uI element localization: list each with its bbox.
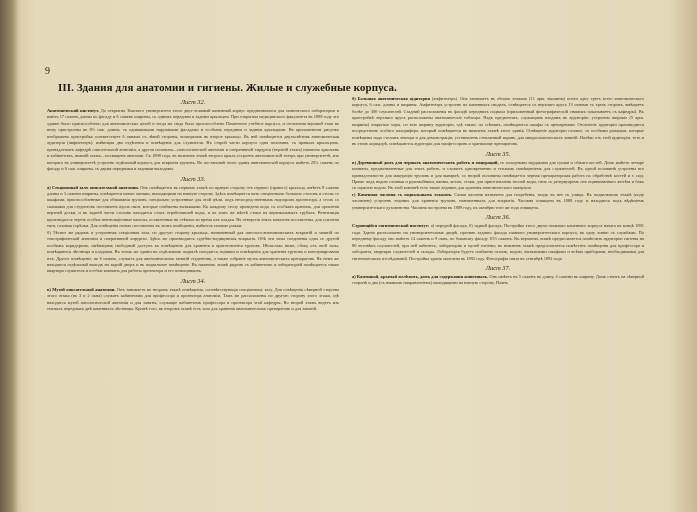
sheet-label: Лист 37. <box>485 264 511 272</box>
paragraph-heading: в) Музей описательной анатомии. <box>47 286 116 292</box>
sheet-label: Лист 35. <box>485 150 511 158</box>
left-column <box>47 96 339 313</box>
sheet-label: Лист 33. <box>180 175 206 183</box>
paragraph <box>47 108 339 173</box>
paragraph <box>47 230 339 275</box>
paragraph <box>47 287 339 313</box>
paragraph <box>352 274 644 287</box>
paragraph-body: б) Тѣсное же рядомъ и устроенная секціонная зала, по другую сторону крыльца, назначенный для патолого-анатомическихъ вскрытій и занятій по топографической анатоміи и оперативной хирургіи. Здѣсь же производятся судебно-медицинскія вскрытія. Обѣ эти залы соединены одна съ другой особымъ коридоромъ, имѣющимъ свободный доступъ къ помѣщенію для храненія и приготовленія труповъ. Нѣсколько ниже, сбоку отъ этой залы, помѣщаются лѣстница и кладовая. Въ этомъ же зданіи въ отдѣльномъ подвалѣ находятся ледники и помѣщенія для храненія труповъ и консервированія ихъ. Другое помѣщеніе, въ 6 окнахъ, служитъ для анатомическихъ занятій студентовъ, а также собраніе музея анатомическихъ препаратовъ. Въ немъ же находится отдѣльный выходъ на задній дворъ и въ подвальное помѣщеніе. Въ нижнемъ этажѣ рядомъ съ кабинетомъ и лабораторіей помѣщается также квартира служителя и особые комнаты для работы прозектора и его помощниковъ. <box>47 229 339 274</box>
paragraph-body: Самая часовня назначена для погребенія, входъ въ нее съ улицы. Въ подвальномъ этажѣ (подъ часовнею) устроенъ ледникъ для храненія труповъ, назначенныхъ для вскрытія. Часовня освящена въ 1888 году и находится подъ вѣдѣніемъ университетскаго духовенства. Часовня построена въ 1889 году, къ октябрю того же года освящена. <box>352 191 644 210</box>
paragraph-body: а) передній фасадъ, б) задний фасадъ. Постройка этого двухъ-этажнаго каменнаго корпуса начата въ концѣ 1891 года. Зданіе расположено на университетскомъ дворѣ, противъ задняго фасада главнаго университетскаго корпуса, въ одну линію съ службами. По переднему фасаду оно имѣетъ 14 саженъ и 9 окнъ, по боковому фасаду 10½ саженъ. Въ верхнемъ этажѣ предполагается помѣстить аудиторію гигіены на 80 человѣкъ слушателей, при ней кабинетъ, лабораторію и музей гигіены; въ нижнемъ этажѣ предполагается помѣстить помѣщенія для профессора и лаборанта, квартиры служителей и склады. Лабораторія будетъ снабжена газомъ, водою, вытяжными шкафами и всѣми приборами, необходимыми для гигіеническихъ изслѣдованій. Постройка зданія окончена въ 1892 году. Фотографія снята въ сентябрѣ 1892 года. <box>352 223 644 261</box>
right-column <box>352 96 644 287</box>
paragraph-body: Онъ помѣщается въ первомъ этажѣ по правую сторону отъ перваго (правого) крыльца, имѣетъ 8 сажень длины и 3 сажени ширины, освѣщается пятью окнами, выходящими на южную сторону. Здѣсь помѣщается пять секціонныхъ больших столовъ и столы со шкафами, приспособленные для обмыванія труповъ, спеціально устроенные для этой цѣли, подъ непосредственнымъ надзоромъ прозектора, а столъ со скамьями для студентовъ поставленъ вдоль окон, которые снабжены вытяжками. Къ каждому столу проведена вода, съ особымъ краномъ, для орошенія верхней доски, и въ задней части столовъ находится стокъ отработавшей воды, и въ томъ же мѣстѣ стоки на вертикальныхъ трубахъ. Вентиляція производится черезъ особые вентиляціонные каналы, оставленные въ стѣнахъ во время ихъ кладки. Въ отверстія этихъ каналовъ поставлены, для усиленія тяги, газовыя горѣлки. Для освѣщенія ночью поставлены въ этомъ помѣщеніи, имѣются газовые рожки. <box>47 184 339 229</box>
sheet-label: Лист 34. <box>180 277 206 285</box>
section-title: III. Здания для анатомии и гигиены. Жилые и служебные корпуса. <box>58 82 397 94</box>
sheet-label: Лист 32. <box>180 99 206 106</box>
paragraph-body: (амфитеатръ). Она занимаетъ въ обоихъ этажахъ (11 арш. вышины) почти одну треть всего анатомического корпуса, 6 саж. длины и ширины. Амфитеатръ устроенъ на каменныхъ сводахъ, освѣщается съ верхняго яруса 13 окнами съ трехъ сторонъ, вмѣщаетъ болѣе до 300 слушателей. Сзадний расположены въ фасадѣ переднихъ подвала (приложенный фотографическій снимокъ показываетъ съ кафедры). Въ пристройкѣ верхняго яруса расположены анатомическіе таблицы. Надъ предметомъ, служащимъ входомъ въ аудиторію, устроены широкіе (5 арш. ширины) открытые хоры, по всю ширину аудиторіи, гдѣ также, по стѣнамъ, помѣщаются шкафы съ препаратами. Отопленіе аудиторіи производится посредствомъ особаго калорифера, который помѣщается въ нижнемъ этажѣ этого зданія. Освѣщеніе аудиторіи газовое, съ особыми рожками, которые помѣщены надъ столомъ лектора и для демонстраціи; установленъ стеклянный экранъ, для микроскопическихъ занятій. Налѣво отъ этой аудиторіи, тотъ и въ этомъ коридорѣ, помѣщаются аудиторіи для профессоровъ и хранилище препаратовъ. <box>352 96 644 147</box>
paragraph <box>352 96 644 148</box>
sheet-label: Лист 36. <box>485 214 511 222</box>
paragraph-heading: Строющійся гигиенический институт: <box>352 223 430 229</box>
paragraph-heading: а) Секционный залъ описательной анатомии. <box>47 184 139 190</box>
paragraph <box>47 185 339 230</box>
paragraph-body: Онъ занимаетъ во второмъ этажѣ помѣщенія, соотвѣтствующія секціонному залу. Для освѣщенія сѣверной стороны этого этажа (въ 3 и 2 окна) служатъ кабинетами для профессора и прозектора анатоміи. Тамъ же расположены по другую сторону этого этажа, гдѣ находятся музей патологической анатоміи и для занятія, служащіе кабинетомъ профессора и прозектора этой кафедры. Во второй этажъ ведетъ изъ теплыхъ передныхъ двѣ каменныхъ лѣстницы. Кромѣ того, въ второмъ этажѣ есть зала для храненія анатомическихъ препаратовъ и для занятій. <box>47 286 339 312</box>
paragraph-body: съ холодными чердаками для сушки и обжига костей. Домъ имѣетъ четыре комнаты, предназначенные для этихъ работъ, и служитъ одновременно и теплымъ помѣщеніемъ для служителей. Въ одной половинѣ устроены все принадлежности для мацераціи труповъ и для вываркѣ, со второй половины помѣщается черная препараторская работа по обработкѣ костей и т. под. Прямо подъ водою сливная и рукомойники, ванны, котлы, стоки, для приготовленія теплой воды, печь съ резервуаромъ изъ оцинкованнаго желѣза и бакъ съ горячею водою. Въ этой комнатѣ есть также ледникъ для храненія анатомическаго матеріала. <box>352 159 644 191</box>
paragraph-body: До открытия Томского университета этого двух-этажный каменный корпус предназначался для химического лаборатории и имёлъ 17 сажень длины по фасаду и 6 сажень ширины, съ однимъ передним и задним крыльцом. При открытии медицинского факультета въ 1888 году это здание было приспособлено для анатомических целей и тогда же сюда было приспособлено Помпечное учебное корпуса, и отопления верхний этаж въ нему пристроены въ 8½ саж. длины, съ одинаковыми наружными фасадами и особымъ передним и задним крыльцами. На приложенном рисункъ изображено пристройка соответствует 6 окнамъ съ лѣвой стороны, вошедшихъ въ второе крыльцо. Въ ней помѣщается двухъсвѣтная анатомическая аудиторія (амфитеатръ), имѣющая два отдѣленія и помѣщенія для служителя. Въ старой части корпуса одна половина, съ правыхъ крыльцомъ, принадлежитъ кафедрѣ описательной анатоміи, а другая половина—патологической анатоміи и оперативной хирургіи (верхній этажъ) нижнихъ крыльевъ и кабинетомъ, нижній этажъ—посвященъ анатоміи. Съ 1898 года, въ нижнемъ этажѣ второго крыла устроенъ анатомическій театръ при университетѣ, изъ котораго въ университетѣ устроенъ отдѣльный корпусъ для вскрытія труповъ. Въ постановкѣ этого зданія анатомическій корпусъ имѣетъ 25½ сажень по фасаду и 6 саж. ширины, съ двумя передними и задними выходами. <box>47 108 339 172</box>
paragraph-heading: Анатомический институт. <box>47 108 100 113</box>
paragraph-heading: в) Деревянный домъ для черныхъ анатомическихъ работъ и мацераций, <box>352 159 499 165</box>
paragraph <box>352 223 644 262</box>
paragraph-heading: б) Большая анатомическая аудитория <box>352 96 430 101</box>
paragraph-heading: г) Каменная часовня съ подвальнымъ этажомъ. <box>352 191 453 197</box>
paragraph-heading: а) Каменный, крытый желѣзомъ, домъ для содержания животныхъ. <box>352 273 489 279</box>
paragraph-body: Онъ имѣетъ въ 5 саженъ въ длину, 4 сажени въ ширину. Домъ стоитъ на сѣверной сторонѣ и два (съ южнымъ направленіемъ) выходящими на южную сторону. Планъ <box>352 273 645 286</box>
paragraph <box>352 160 644 192</box>
book-gutter <box>0 0 18 512</box>
page-number: 9 <box>45 66 50 77</box>
paragraph <box>352 192 644 211</box>
